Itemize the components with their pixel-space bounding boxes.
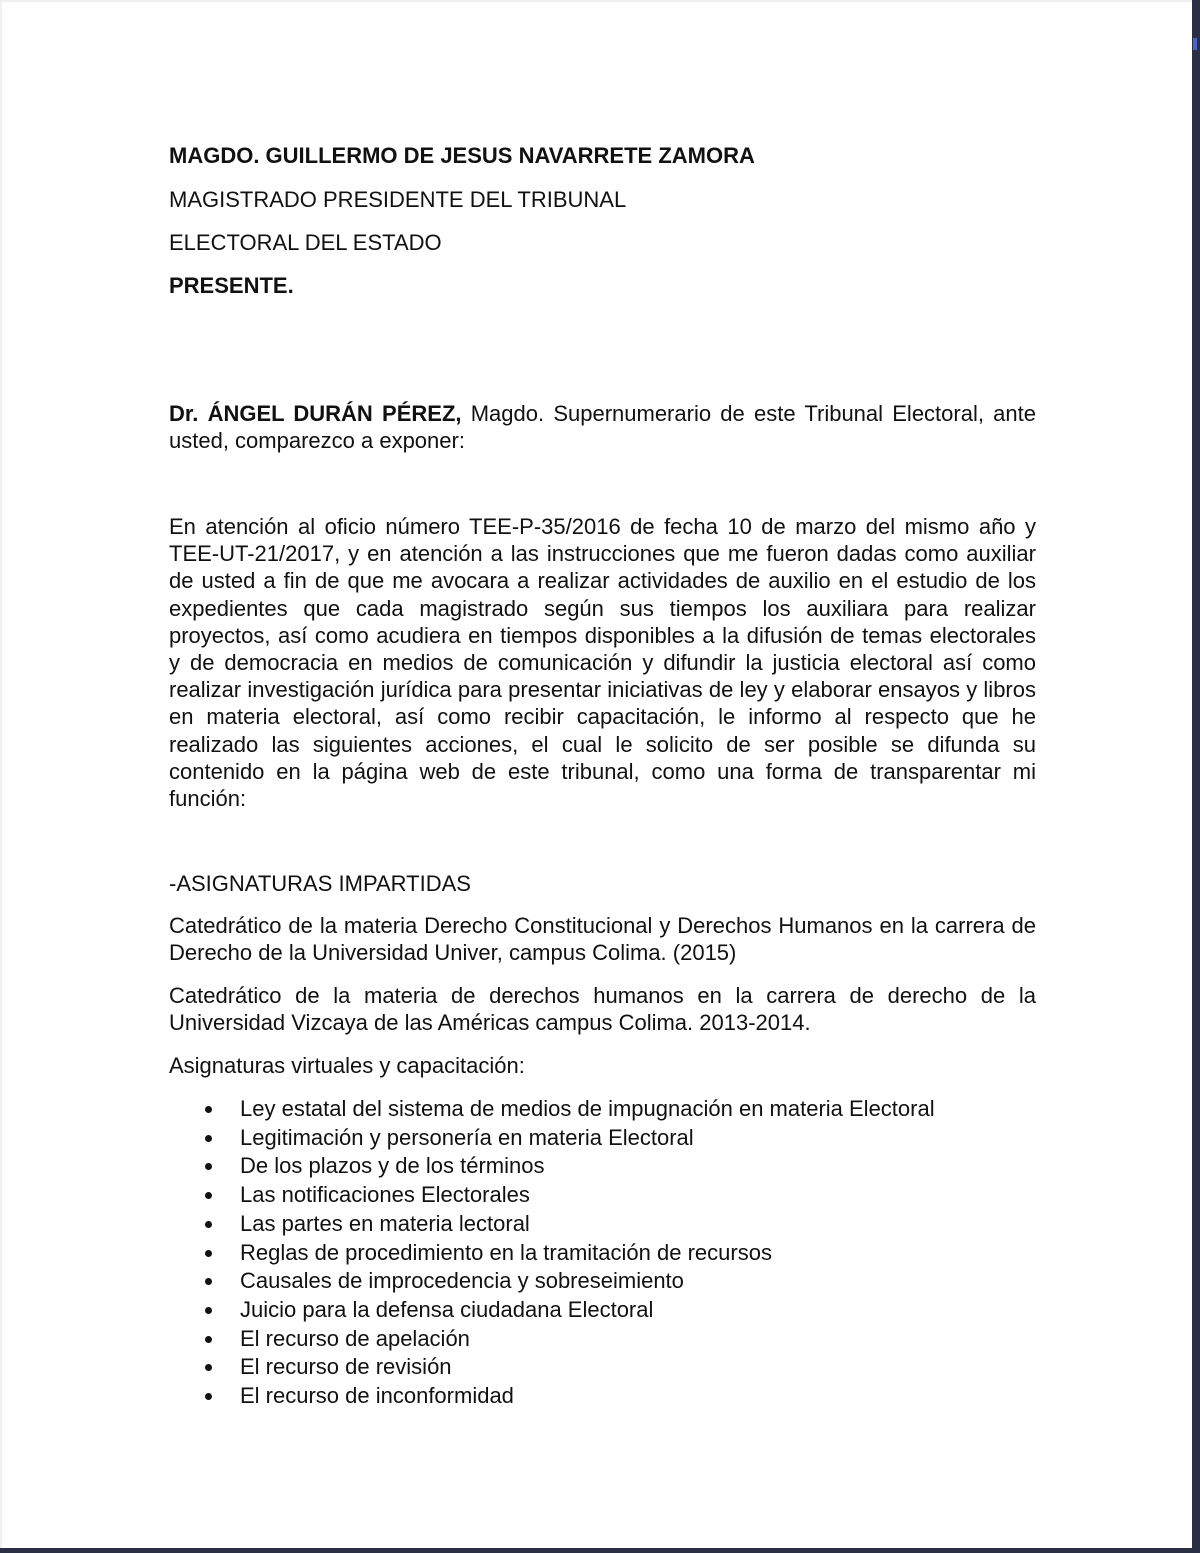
list-item: Legitimación y personería en materia Electoral — [169, 1124, 935, 1153]
bullet-icon — [205, 1221, 212, 1228]
bullet-icon — [205, 1307, 212, 1314]
section-paragraph-1: Catedrático de la materia Derecho Constitucional y Derechos Humanos en la carrera de Derecho de la Universidad Univer, campus Colima. (2015) — [169, 913, 1036, 966]
vertical-scrollbar[interactable] — [1192, 0, 1200, 1553]
addressee-title-line2: ELECTORAL DEL ESTADO — [169, 230, 442, 255]
bullet-icon — [205, 1163, 212, 1170]
bullet-icon — [205, 1106, 212, 1113]
list-intro: Asignaturas virtuales y capacitación: — [169, 1053, 525, 1078]
addressee-name: MAGDO. GUILLERMO DE JESUS NAVARRETE ZAMORA — [169, 143, 755, 168]
bullet-icon — [205, 1250, 212, 1257]
list-item: El recurso de revisión — [169, 1353, 935, 1382]
section-paragraph-2: Catedrático de la materia de derechos humanos en la carrera de derecho de la Universidad Vizcaya de las Américas campus Colima. 2013-2014. — [169, 983, 1036, 1036]
bullet-icon — [205, 1336, 212, 1343]
sender-name: Dr. ÁNGEL DURÁN PÉREZ, — [169, 401, 462, 426]
presente-label: PRESENTE. — [169, 273, 294, 298]
list-item: Ley estatal del sistema de medios de impugnación en materia Electoral — [169, 1095, 935, 1124]
list-item: Las partes en materia lectoral — [169, 1210, 935, 1239]
bullet-icon — [205, 1278, 212, 1285]
bullet-icon — [205, 1393, 212, 1400]
bottom-border — [0, 1548, 1200, 1553]
list-item: De los plazos y de los términos — [169, 1152, 935, 1181]
list-item: Las notificaciones Electorales — [169, 1181, 935, 1210]
list-item: Reglas de procedimiento en la tramitación de recursos — [169, 1239, 935, 1268]
subjects-list — [169, 1095, 935, 1411]
bullet-icon — [205, 1135, 212, 1142]
sender-text: Magdo. Supernumerario de este Tribunal Electoral, ante usted, comparezco a exponer: — [169, 401, 1036, 454]
scrollbar-thumb[interactable] — [1193, 38, 1197, 50]
body-paragraph: En atención al oficio número TEE-P-35/2016 de fecha 10 de marzo del mismo año y TEE-UT-21/2017, y en atención a las instrucciones que me fueron dadas como auxiliar de usted a fin de que me avocara a realizar actividades de auxilio en el estudio de los expedientes que cada magistrado según sus tiempos los auxiliara para realizar proyectos, así como acudiera en tiempos disponibles a la difusión de temas electorales y de democracia en medios de comunicación y difundir la justicia electoral así como realizar investigación jurídica para presentar iniciativas de ley y elaborar ensayos y libros en materia electoral, así como recibir capacitación, le informo al respecto que he realizado las siguientes acciones, el cual le solicito de ser posible se difunda su contenido en la página web de este tribunal, como una forma de transparentar mi función: — [169, 514, 1036, 812]
list-item: Juicio para la defensa ciudadana Electoral — [169, 1296, 935, 1325]
list-item: El recurso de apelación — [169, 1325, 935, 1354]
bullet-icon — [205, 1364, 212, 1371]
list-item: Causales de improcedencia y sobreseimiento — [169, 1267, 935, 1296]
addressee-title-line1: MAGISTRADO PRESIDENTE DEL TRIBUNAL — [169, 187, 627, 212]
section-heading: -ASIGNATURAS IMPARTIDAS — [169, 871, 471, 896]
bullet-icon — [205, 1192, 212, 1199]
list-item: El recurso de inconformidad — [169, 1382, 935, 1411]
intro-paragraph — [169, 400, 1036, 454]
